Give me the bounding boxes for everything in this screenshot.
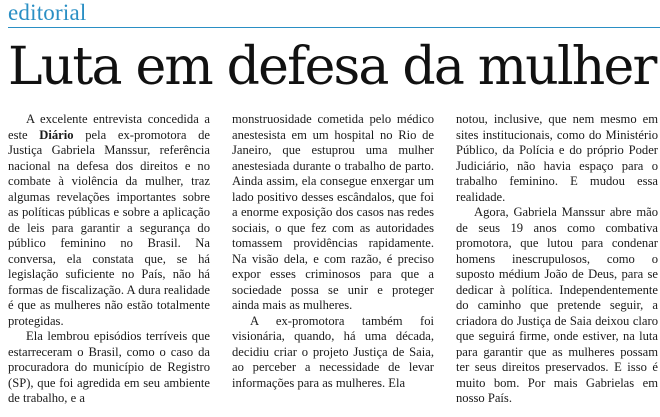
newspaper-name: Diário: [39, 127, 74, 142]
paragraph: [8, 112, 210, 329]
paragraph: monstruosidade cometida pelo médico anestesista em um hospital no Rio de Janeiro, que estuprou uma mulher anestesiada durante o trabalho de parto. Ainda assim, ela consegue enxergar um lado positivo desses escândalos, que foi a enorme exposição dos casos nas redes sociais, o que fez com as autoridades tomassem providências rapidamente. Na visão dela, e com razão, é preciso expor esses criminosos para que a sociedade possa se unir e proteger ainda mais as mulheres.: [232, 112, 434, 312]
column-3: [456, 112, 658, 407]
paragraph: Agora, Gabriela Manssur abre mão de seus 19 anos como combativa promotora, que lutou para condenar homens inescrupulosos, como o suposto médium João de Deus, para se dedicar à política. Independentemente do caminho que pretende seguir, a criadora do Justiça de Saia deixou claro que seguirá firme, onde estiver, na luta para garantir que as mulheres possam ter seus direitos preservados. E isso é muito bom. Por mais Gabrielas em nosso País.: [456, 205, 658, 405]
paragraph: A ex-promotora também foi visionária, quando, há uma década, decidiu criar o projeto Justiça de Saia, ao perceber a necessidade de levar informações para as mulheres. Ela: [232, 313, 434, 390]
article-body: [8, 112, 656, 412]
column-2: [232, 112, 434, 391]
headline: Luta em defesa da mulher: [8, 37, 656, 97]
text-run: pela ex-promotora de Justiça Gabriela Manssur, referência nacional na defesa dos direitos e no combate à violência da mulher, traz algumas revelações importantes sobre as políticas públicas e sobre a aplicação de leis para garantir a segurança do público feminino no Brasil. Na conversa, ela constata que, se há legislação suficiente no País, não há formas de fiscalização. A dura realidade é que as mulheres não estão totalmente protegidas.: [8, 127, 210, 328]
paragraph: Ela lembrou episódios terríveis que estarreceram o Brasil, como o caso da procuradora do município de Registro (SP), que foi agredida em seu ambiente de trabalho, e a: [8, 329, 210, 405]
paragraph: notou, inclusive, que nem mesmo em sites institucionais, como do Ministério Público, da Polícia e do próprio Poder Judiciário, não havia espaço para o trabalho feminino. E mudou essa realidade.: [456, 112, 658, 204]
section-divider: [8, 27, 660, 28]
column-1: [8, 112, 210, 407]
section-label: editorial: [8, 0, 87, 25]
text-run: A excelente entrevista concedida a este: [8, 112, 210, 142]
